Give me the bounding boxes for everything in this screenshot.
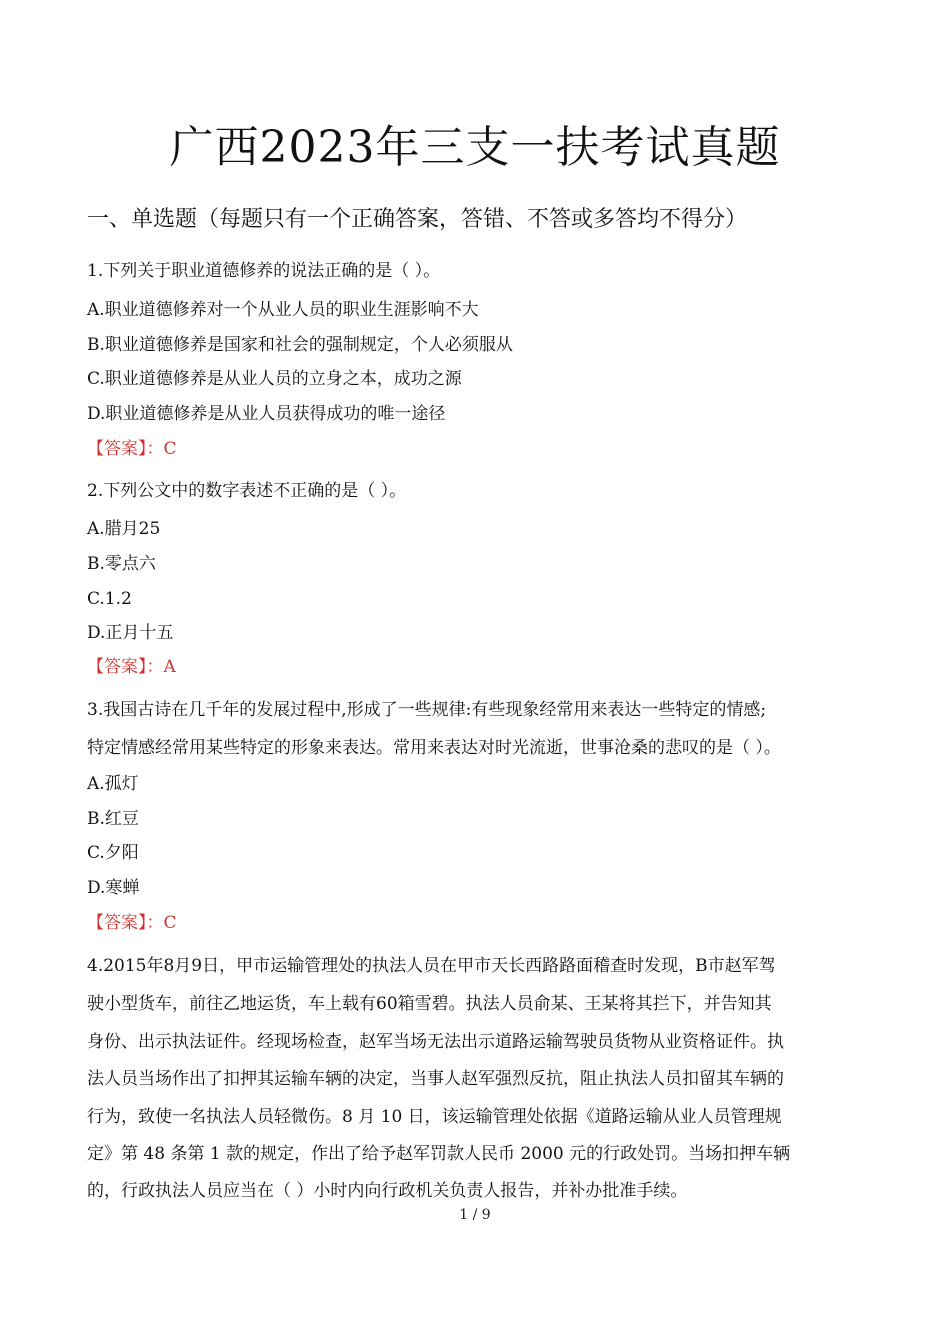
question-3-stem-line-1: 3.我国古诗在几千年的发展过程中,形成了一些规律:有些现象经常用来表达一些特定的情感;	[87, 700, 767, 720]
question-1-answer	[87, 432, 877, 466]
answer-value: A	[163, 657, 176, 677]
answer-value: C	[163, 439, 177, 459]
question-2-stem: 2.下列公文中的数字表述不正确的是（ ）。	[87, 481, 407, 501]
question-2-option-a: A.腊月25	[87, 519, 161, 539]
question-3-option-b: B.红豆	[87, 809, 139, 829]
answer-label: 【答案】：	[87, 439, 164, 459]
question-2-option-d: D.正月十五	[87, 623, 174, 643]
section-heading: 一、单选题（每题只有一个正确答案，答错、不答或多答均不得分）	[87, 207, 748, 232]
question-3-option-a: A.孤灯	[87, 774, 139, 794]
question-3-stem-line-2: 特定情感经常用某些特定的形象来表达。常用来表达对时光流逝，世事沧桑的悲叹的是（ ）。	[87, 738, 781, 758]
question-4-stem-line-6: 定》第 48 条第 1 款的规定，作出了给予赵军罚款人民币 2000 元的行政处罚。当场扣押车辆	[87, 1144, 791, 1164]
question-1-option-b: B.职业道德修养是国家和社会的强制规定，个人必须服从	[87, 335, 513, 355]
question-4-stem-line-1: 4.2015年8月9日，甲市运输管理处的执法人员在甲市天长西路路面稽查时发现，B市赵军驾	[87, 956, 776, 976]
question-1-stem: 1.下列关于职业道德修养的说法正确的是（ ）。	[87, 261, 441, 281]
question-2-option-b: B.零点六	[87, 554, 156, 574]
question-4-stem-line-5: 行为，致使一名执法人员轻微伤。8 月 10 日，该运输管理处依据《道路运输从业人员管理规	[87, 1107, 782, 1127]
question-4-stem-line-7: 的，行政执法人员应当在（ ）小时内向行政机关负责人报告，并补办批准手续。	[87, 1181, 688, 1201]
question-2-answer	[87, 650, 877, 684]
answer-value: C	[163, 913, 177, 933]
question-1-option-a: A.职业道德修养对一个从业人员的职业生涯影响不大	[87, 300, 479, 320]
answer-label: 【答案】：	[87, 913, 164, 933]
question-4-stem-line-2: 驶小型货车，前往乙地运货，车上载有60箱雪碧。执法人员俞某、王某将其拦下，并告知其	[87, 994, 772, 1014]
question-3-option-d: D.寒蝉	[87, 878, 140, 898]
question-4-stem-line-4: 法人员当场作出了扣押其运输车辆的决定，当事人赵军强烈反抗，阻止执法人员扣留其车辆的	[87, 1069, 784, 1089]
question-3-answer	[87, 906, 877, 940]
question-4-stem-line-3: 身份、出示执法证件。经现场检查，赵军当场无法出示道路运输驾驶员货物从业资格证件。执	[87, 1032, 784, 1052]
question-1-option-d: D.职业道德修养是从业人员获得成功的唯一途径	[87, 404, 446, 424]
question-1-option-c: C.职业道德修养是从业人员的立身之本，成功之源	[87, 369, 462, 389]
question-3-option-c: C.夕阳	[87, 843, 139, 863]
question-2-option-c: C.1.2	[87, 589, 132, 609]
answer-label: 【答案】：	[87, 657, 164, 677]
document-title: 广西2023年三支一扶考试真题	[169, 122, 781, 173]
page-number: 1 / 9	[459, 1207, 491, 1223]
